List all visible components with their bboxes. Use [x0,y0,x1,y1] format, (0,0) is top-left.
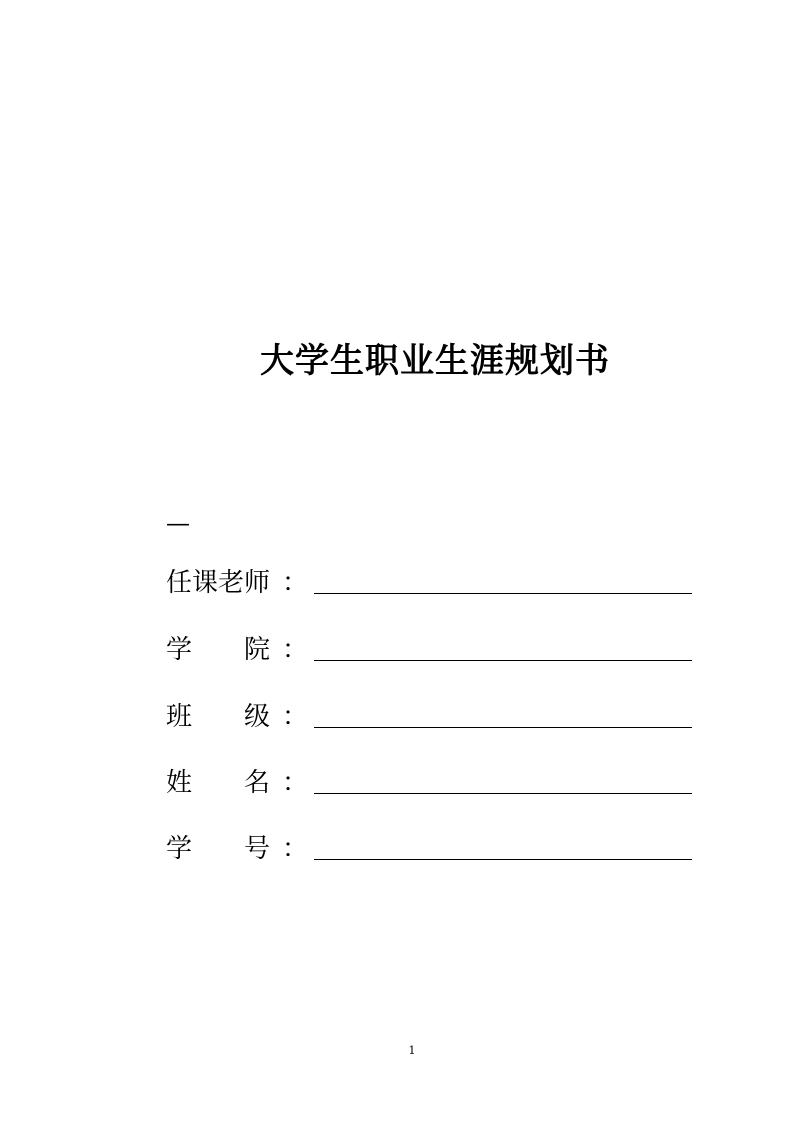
field-blank-line-name[interactable] [314,793,692,794]
field-colon: ： [282,635,309,665]
field-blank-line-class[interactable] [314,727,692,728]
field-blank-line-college[interactable] [314,660,692,661]
page-number: 1 [408,1044,416,1057]
field-blank-line-student-id[interactable] [314,859,692,860]
field-label-class: 班 级 [166,702,271,732]
field-label-teacher: 任课老师 [166,568,271,598]
field-label-college: 学 院 [166,635,271,665]
field-class [166,697,696,737]
field-label-name: 姓 名 [166,768,271,798]
field-colon: ： [282,768,309,798]
field-student-id [166,829,696,869]
field-name [166,763,696,803]
field-teacher [166,563,696,603]
field-college [166,630,696,670]
field-blank-line-teacher[interactable] [314,593,692,594]
field-colon: ： [282,702,309,732]
document-title: 大学生职业生涯规划书 [260,341,610,381]
field-colon: ： [282,834,309,864]
field-colon: ： [282,568,309,598]
dash-mark: — [166,509,190,537]
field-label-student-id: 学 号 [166,834,271,864]
